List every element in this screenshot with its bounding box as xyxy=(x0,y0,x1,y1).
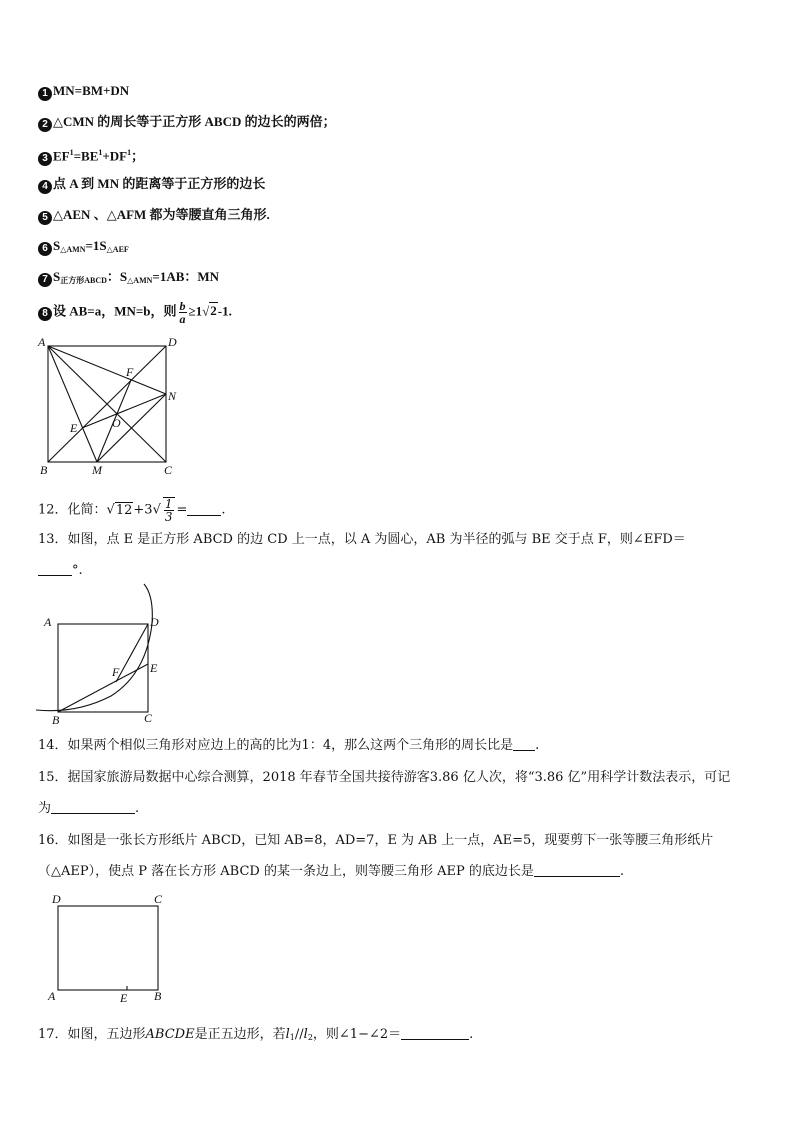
mark-8: 8 xyxy=(38,307,52,321)
label-f: F xyxy=(126,365,134,379)
label-d: D xyxy=(168,335,177,349)
segment-en xyxy=(82,394,166,428)
mark-6: 6 xyxy=(38,242,52,256)
label-e-2: E xyxy=(150,661,158,675)
question-16-line1: 16．如图是一张长方形纸片 ABCD，已知 AB=8，AD=7，E 为 AB 上一点，AE=5，现要剪下一张等腰三角形纸片 xyxy=(38,833,714,848)
segment-fd xyxy=(116,624,148,682)
question-13-line1: 13．如图，点 E 是正方形 ABCD 的边 CD 上一点，以 A 为圆心，AB 为半径的弧与 BE 交于点 F，则∠EFD＝ xyxy=(38,532,686,547)
question-16-line2: （△AEP），使点 P 落在长方形 ABCD 的某一条边上，则等腰三角形 AEP 的底边长是 . xyxy=(38,864,624,879)
statement-4: 4 点 A 到 MN 的距离等于正方形的边长 xyxy=(38,175,265,194)
mark-5: 5 xyxy=(38,211,52,225)
square-outline-2 xyxy=(58,624,148,712)
label-b-3: B xyxy=(154,989,162,1003)
label-f-2: F xyxy=(112,665,120,679)
label-e: E xyxy=(70,421,78,435)
label-c-2: C xyxy=(144,711,153,725)
statement-8: 8 设 AB=a，MN=b，则 $\frac{b}{a}$ ≥1√2-1. xyxy=(38,300,232,325)
label-a: A xyxy=(38,335,46,349)
answer-blank-13[interactable] xyxy=(38,563,72,576)
statement-5: 5 △AEN 、△AFM 都为等腰直角三角形. xyxy=(38,206,270,225)
label-b-2: B xyxy=(52,713,60,727)
statement-2: 2 △CMN 的周长等于正方形 ABCD 的边长的两倍； xyxy=(38,113,336,132)
question-14: 14．如果两个相似三角形对应边上的高的比为1：4，那么这两个三角形的周长比是 . xyxy=(38,738,540,753)
label-n: N xyxy=(168,389,177,403)
statement-3: 3 $EF^1=BE^1+DF^1$； xyxy=(38,144,144,166)
label-m: M xyxy=(92,463,102,477)
label-o: O xyxy=(112,416,121,430)
rectangle-outline xyxy=(58,906,158,990)
figure-square-abcd-mn xyxy=(36,336,186,481)
question-12: 12．化简：√12+3√ $\frac{1}{3}$ = . xyxy=(38,497,226,524)
answer-blank-15[interactable] xyxy=(51,801,135,814)
fraction-one-third: $\frac{1}{3}$ xyxy=(164,497,173,524)
answer-blank-17[interactable] xyxy=(401,1027,469,1040)
figure-rectangle-abcd xyxy=(44,890,174,1005)
label-c: C xyxy=(164,463,173,477)
statement-1: 1 MN=BM+DN xyxy=(38,82,129,101)
mark-4: 4 xyxy=(38,180,52,194)
label-e-3: E xyxy=(120,991,128,1005)
mark-3: 3 xyxy=(38,152,52,166)
answer-blank-14[interactable] xyxy=(513,738,535,751)
segment-be xyxy=(58,664,148,712)
fraction-b-over-a: $\frac{b}{a}$ xyxy=(179,299,186,326)
question-13-line2: °. xyxy=(38,562,83,580)
mark-7: 7 xyxy=(38,273,52,287)
answer-blank-12[interactable] xyxy=(187,503,221,516)
label-b: B xyxy=(40,463,48,477)
statement-7: 7 $S_{正方形ABCD}$：$S_{\triangle AMN}=1AB$：MN xyxy=(38,268,219,290)
label-d-3: D xyxy=(52,892,61,906)
mark-1: 1 xyxy=(38,87,52,101)
label-a-2: A xyxy=(44,615,52,629)
question-17: 17．如图，五边形ABCDE是正五边形，若$l_1//l_2$，则∠1−∠2＝ . xyxy=(38,1027,474,1042)
mark-2: 2 xyxy=(38,118,52,132)
question-15-line2: 为 . xyxy=(38,801,140,816)
label-d-2: D xyxy=(150,615,159,629)
question-15-line1: 15．据国家旅游局数据中心综合测算，2018 年春节全国共接待游客3.86 亿人次，将“3.86 亿”用科学计数法表示，可记 xyxy=(38,770,731,785)
statement-6: 6 $S_{\triangle AMN}=1S_{\triangle AEF}$ xyxy=(38,237,129,259)
label-a-3: A xyxy=(48,989,56,1003)
label-c-3: C xyxy=(154,892,163,906)
figure-square-arc xyxy=(36,584,166,729)
answer-blank-16[interactable] xyxy=(534,864,620,877)
